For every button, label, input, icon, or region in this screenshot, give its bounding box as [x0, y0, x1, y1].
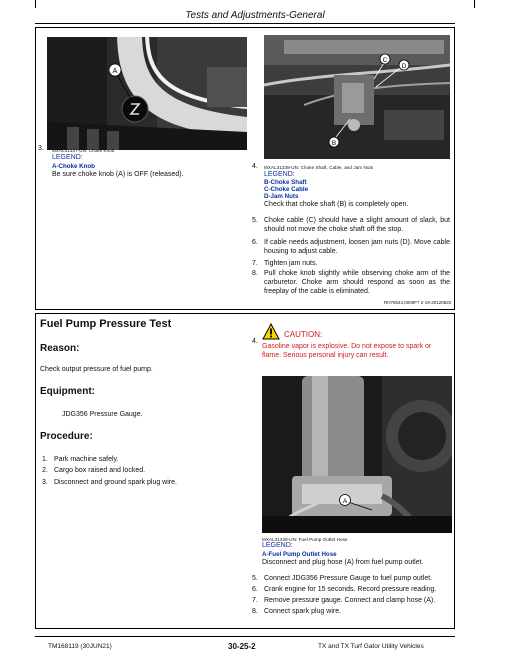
step-number: 5.: [252, 217, 258, 224]
fuel-pump-photo: [262, 376, 452, 533]
step-number: 5.: [252, 575, 258, 582]
fuel-figure-legend-item: A-Fuel Pump Outlet Hose: [262, 551, 337, 558]
step-number: 6.: [252, 239, 258, 246]
page-edge-left: [35, 0, 36, 8]
step-number: 8.: [252, 608, 258, 615]
step-number: 3.: [42, 479, 48, 486]
step-text: Disconnect and ground spark plug wire.: [54, 479, 177, 486]
header-rule: [35, 23, 455, 24]
step-text: Cargo box raised and locked.: [54, 467, 146, 474]
reason-text: Check output pressure of fuel pump.: [40, 366, 153, 373]
step-text: Connect JDG356 Pressure Gauge to fuel pump outlet.: [264, 575, 433, 582]
figure-3-image-id: MXAL31337-UN: Choke Knob: [52, 148, 115, 153]
choke-knob-photo: [47, 37, 247, 150]
step-number: 1.: [42, 456, 48, 463]
step-text: Remove pressure gauge. Connect and clamp hose (A).: [264, 597, 436, 604]
step-text: Tighten jam nuts.: [264, 260, 318, 267]
fuel-figure-text: Disconnect and plug hose (A) from fuel pump outlet.: [262, 559, 424, 566]
equipment-text: JDG356 Pressure Gauge.: [62, 411, 143, 418]
step-number: 7.: [252, 597, 258, 604]
fuel-step-5: [252, 574, 452, 584]
callout-d: D: [401, 63, 407, 70]
step-number: 2.: [42, 467, 48, 474]
footer-rule: [35, 636, 455, 637]
procedure-heading: Procedure:: [40, 431, 93, 442]
fuel-pump-section: [35, 313, 455, 629]
footer-vehicle-name: TX and TX Turf Gator Utility Vehicles: [318, 643, 424, 650]
choke-step-5: [252, 216, 450, 236]
fuel-step-6: [252, 585, 452, 595]
choke-shaft-photo: [264, 35, 450, 159]
figure-3-number: 3.: [38, 145, 44, 152]
step-number: 6.: [252, 586, 258, 593]
procedure-step-2: [42, 466, 232, 476]
page-header-title: Tests and Adjustments-General: [185, 10, 325, 21]
procedure-step-1: [42, 455, 232, 465]
step-text: Park machine safely.: [54, 456, 119, 463]
fuel-figure-image-id: MXAL31339-UN: Fuel Pump Outlet Hose: [262, 537, 348, 542]
figure-3-legend-label: LEGEND:: [52, 154, 83, 161]
step-text: If cable needs adjustment, loosen jam nuts (D). Move cable housing to adjust cable.: [264, 239, 450, 255]
callout-b: B: [331, 140, 337, 147]
fuel-step-8: [252, 607, 452, 617]
callout-a: A: [342, 498, 348, 505]
caution-step-number: 4.: [252, 338, 258, 345]
footer-page-number: 30-25-2: [228, 642, 256, 651]
step-text: Crank engine for 15 seconds. Record pressure reading.: [264, 586, 437, 593]
fuel-step-7: [252, 596, 452, 606]
step-number: 7.: [252, 260, 258, 267]
procedure-step-3: [42, 478, 232, 488]
choke-step-8: [252, 269, 450, 299]
fuel-pump-title: Fuel Pump Pressure Test: [40, 318, 172, 330]
figure-4-image-id: MXAL31338-UN: Choke Shaft, Cable, and Jam Nuts: [264, 165, 374, 170]
figure-4-number: 4.: [252, 163, 258, 170]
step-text: Pull choke knob slightly while observing choke arm of the carburetor. Choke arm should respond as soon as the freeplay of the cable is eliminated.: [264, 270, 450, 295]
callout-c: C: [382, 57, 388, 64]
figure-4-legend-item-b: B-Choke Shaft: [264, 179, 307, 186]
step-text: Connect spark plug wire.: [264, 608, 342, 615]
reason-heading: Reason:: [40, 343, 80, 354]
caution-word: CAUTION:: [284, 330, 323, 339]
caution-text: Gasoline vapor is explosive. Do not expose to spark or flame. Serious personal injury can result.: [262, 343, 432, 359]
choke-section: [35, 27, 455, 310]
figure-4-legend-item-d: D-Jam Nuts: [264, 193, 299, 200]
equipment-heading: Equipment:: [40, 386, 95, 397]
choke-step-7: [252, 259, 450, 269]
callout-a: A: [112, 68, 118, 75]
figure-4-text: Check that choke shaft (B) is completely open.: [264, 201, 409, 208]
figure-3-text: Be sure choke knob (A) is OFF (released).: [52, 171, 184, 178]
figure-4-legend-item-c: C-Choke Cable: [264, 186, 309, 193]
page-edge-right: [474, 0, 475, 8]
figure-4-legend-label: LEGEND:: [264, 171, 295, 178]
choke-reference-code: RH75544,0000F7 2-19-20120822: [384, 300, 452, 305]
footer-manual-id: TM168119 (30JUN21): [48, 643, 112, 650]
step-number: 8.: [252, 270, 258, 277]
step-text: Choke cable (C) should have a slight amount of slack, but should not move the choke shaft off the stop.: [264, 217, 450, 233]
choke-step-6: [252, 238, 450, 258]
figure-3-legend-item: A-Choke Knob: [52, 163, 95, 170]
fuel-figure-legend-label: LEGEND:: [262, 542, 293, 549]
